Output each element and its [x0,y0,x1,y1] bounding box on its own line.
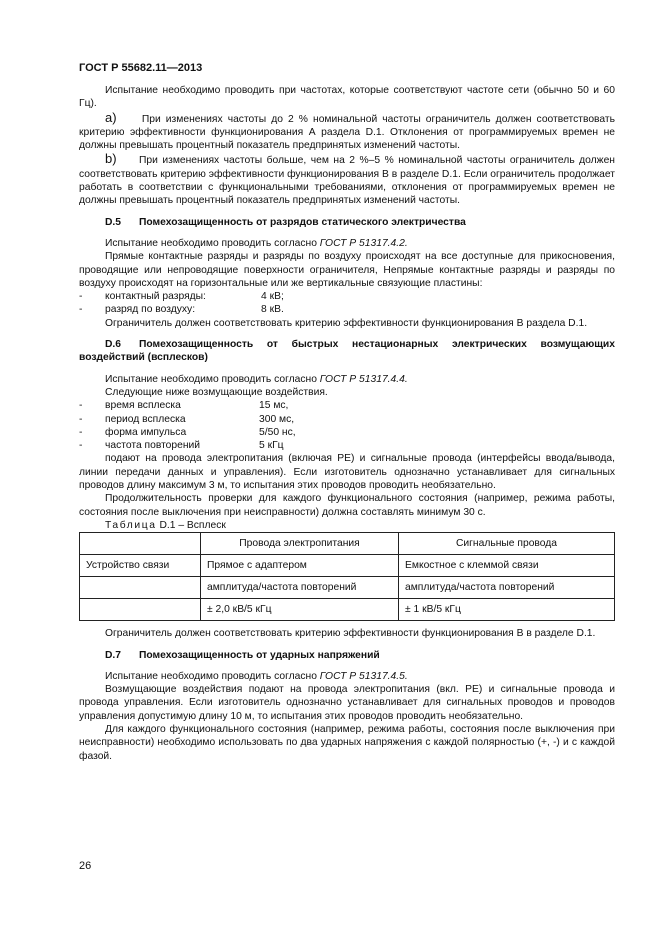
table-row [80,555,615,577]
table-header-row [80,533,615,555]
item-a-letter: а) [105,109,117,125]
list-value: 300 мс, [259,413,295,425]
doc-code-header: ГОСТ Р 55682.11—2013 [79,62,203,74]
d5-test-prefix: Испытание необходимо проводить согласно [105,237,320,249]
table-cell: ± 2,0 кВ/5 кГц [201,599,399,621]
list-item [79,426,615,439]
d7-test-prefix: Испытание необходимо проводить согласно [105,670,320,682]
list-item [79,413,615,426]
list-dash: - [79,400,83,412]
intro-paragraph: Испытание необходимо проводить при частотах, которые соответствуют частоте сети (обычно 50 и 60 Гц). [79,85,615,110]
list-label: разряд по воздуху: [105,304,196,316]
list-item [79,290,615,303]
d5-criterion-paragraph: Ограничитель должен соответствовать критерию эффективности функционирования В раздела D.1. [105,317,588,329]
d6-parameter-list [79,399,615,452]
section-d7-number: D.7 [105,649,122,661]
section-d6-heading [79,338,615,365]
d6-disturbance-intro: Следующие ниже возмущающие воздействия. [105,386,328,398]
list-label: форма импульса [105,426,187,438]
section-d5-title: Помехозащищенность от разрядов статического электричества [139,216,466,228]
list-dash: - [79,291,83,303]
d6-duration-paragraph: Продолжительность проверки для каждого функционального состояния (например, режима работы, состояния после выключения при неисправности) должна составлять минимум 30 с. [79,493,615,518]
item-b-letter: b) [105,151,117,167]
list-dash: - [79,440,83,452]
page-content [79,84,615,763]
list-item [79,399,615,412]
list-label: время всплеска [105,400,181,412]
d7-disturbance-paragraph: Возмущающие воздействия подают на провода электропитания (вкл. РЕ) и сигнальные провода и провода управления. Если изготовитель однозначно устанавливает для сигнальных проводов и проводов управления допустимую длину 10 м, то испытания этих проводов проводить необязательно. [79,684,615,722]
list-item [79,303,615,316]
item-a-text: При изменениях частоты до 2 % номинальной частоты ограничитель должен соответствовать критерию эффективности функционирования А раздела D.1. Отклонения от программируемых времен не должны превышать процентный показатель предпринятых изменений частоты. [79,113,615,152]
list-label: частота повторений [105,440,201,452]
list-label: контактный разряды: [105,291,206,303]
item-b-text: При изменениях частоты больше, чем на 2 %–5 % номинальной частоты ограничитель должен соответствовать критерию эффективности функционирования В в разделе D.1. Если ограничитель продолжает работать в соответствии с функциональными требованиями, отклонения от программируемых времен не должны превышать процентный показатель предпринятых изменений частоты. [79,155,615,207]
list-value: 15 мс, [259,400,289,412]
burst-table [79,532,615,621]
list-value: 4 кВ; [261,291,284,303]
page-number: 26 [79,860,92,872]
d7-polarity-paragraph: Для каждого функционального состояния (например, режима работы, состояния после выключения при неисправности) необходимо использовать по два ударных напряжения с каждой полярностью (+, -) и с каждой фазой. [79,723,615,762]
item-a [79,111,615,153]
table-row [80,577,615,599]
table-caption [79,519,615,532]
table-header-cell: Провода электропитания [201,533,399,555]
table-cell: амплитуда/частота повторений [399,577,615,599]
d7-test-paragraph [79,670,615,683]
list-value: 8 кВ. [261,304,284,316]
table-cell: Емкостное с клеммой связи [399,555,615,577]
table-cell: ± 1 кВ/5 кГц [399,599,615,621]
section-d7-title: Помехозащищенность от ударных напряжений [139,649,380,661]
table-cell: Прямое с адаптером [201,555,399,577]
d5-test-paragraph [79,237,615,250]
list-dash: - [79,304,83,316]
d6-test-prefix: Испытание необходимо проводить согласно [105,373,320,385]
list-label: период всплеска [105,413,186,425]
item-b [79,152,615,207]
table-header-cell: Сигнальные провода [399,533,615,555]
list-item [79,439,615,452]
d7-standard-ref: ГОСТ Р 51317.4.5. [319,670,408,682]
list-dash: - [79,413,83,425]
d6-wires-paragraph: подают на провода электропитания (включая РЕ) и сигнальные провода (интерфейсы ввода/вывода, линии передачи данных и управления). Если изготовитель однозначно устанавливает для сигнальных проводов длину максимум 3 м, то испытания этих проводов проводить необязательно. [79,453,615,492]
section-d6-number: D.6 [105,339,122,351]
table-cell: Устройство связи [80,555,201,577]
d5-standard-ref: ГОСТ Р 51317.4.2. [319,237,408,249]
d5-discharge-paragraph: Прямые контактные разряды и разряды по воздуху происходят на все доступные для прикосновения, проводящие или непроводящие поверхности ограничителя, Непрямые контактные разряды и разряды по воздуху происходят на горизонтальные или же вертикальные связующие пластины: [79,251,615,289]
list-value: 5/50 нс, [259,426,296,438]
after-table-paragraph: Ограничитель должен соответствовать критерию эффективности функционирования В в разделе D.1. [105,628,596,640]
table-header-cell [80,533,201,555]
section-d6-title: Помехозащищенность от быстрых нестационарных электрических возмущающих воздействий (всплесков) [79,339,615,364]
table-cell [80,577,201,599]
table-caption-title: D.1 – Всплеск [156,519,226,531]
section-d5-heading [79,216,615,229]
table-row [80,599,615,621]
d5-discharge-list [79,290,615,317]
table-cell: амплитуда/частота повторений [201,577,399,599]
list-value: 5 кГц [259,440,284,452]
list-dash: - [79,426,83,438]
table-cell [80,599,201,621]
d6-standard-ref: ГОСТ Р 51317.4.4. [319,373,408,385]
d6-test-paragraph [79,373,615,386]
table-caption-label: Таблица [105,519,157,531]
section-d7-heading [79,649,615,662]
section-d5-number: D.5 [105,216,122,228]
